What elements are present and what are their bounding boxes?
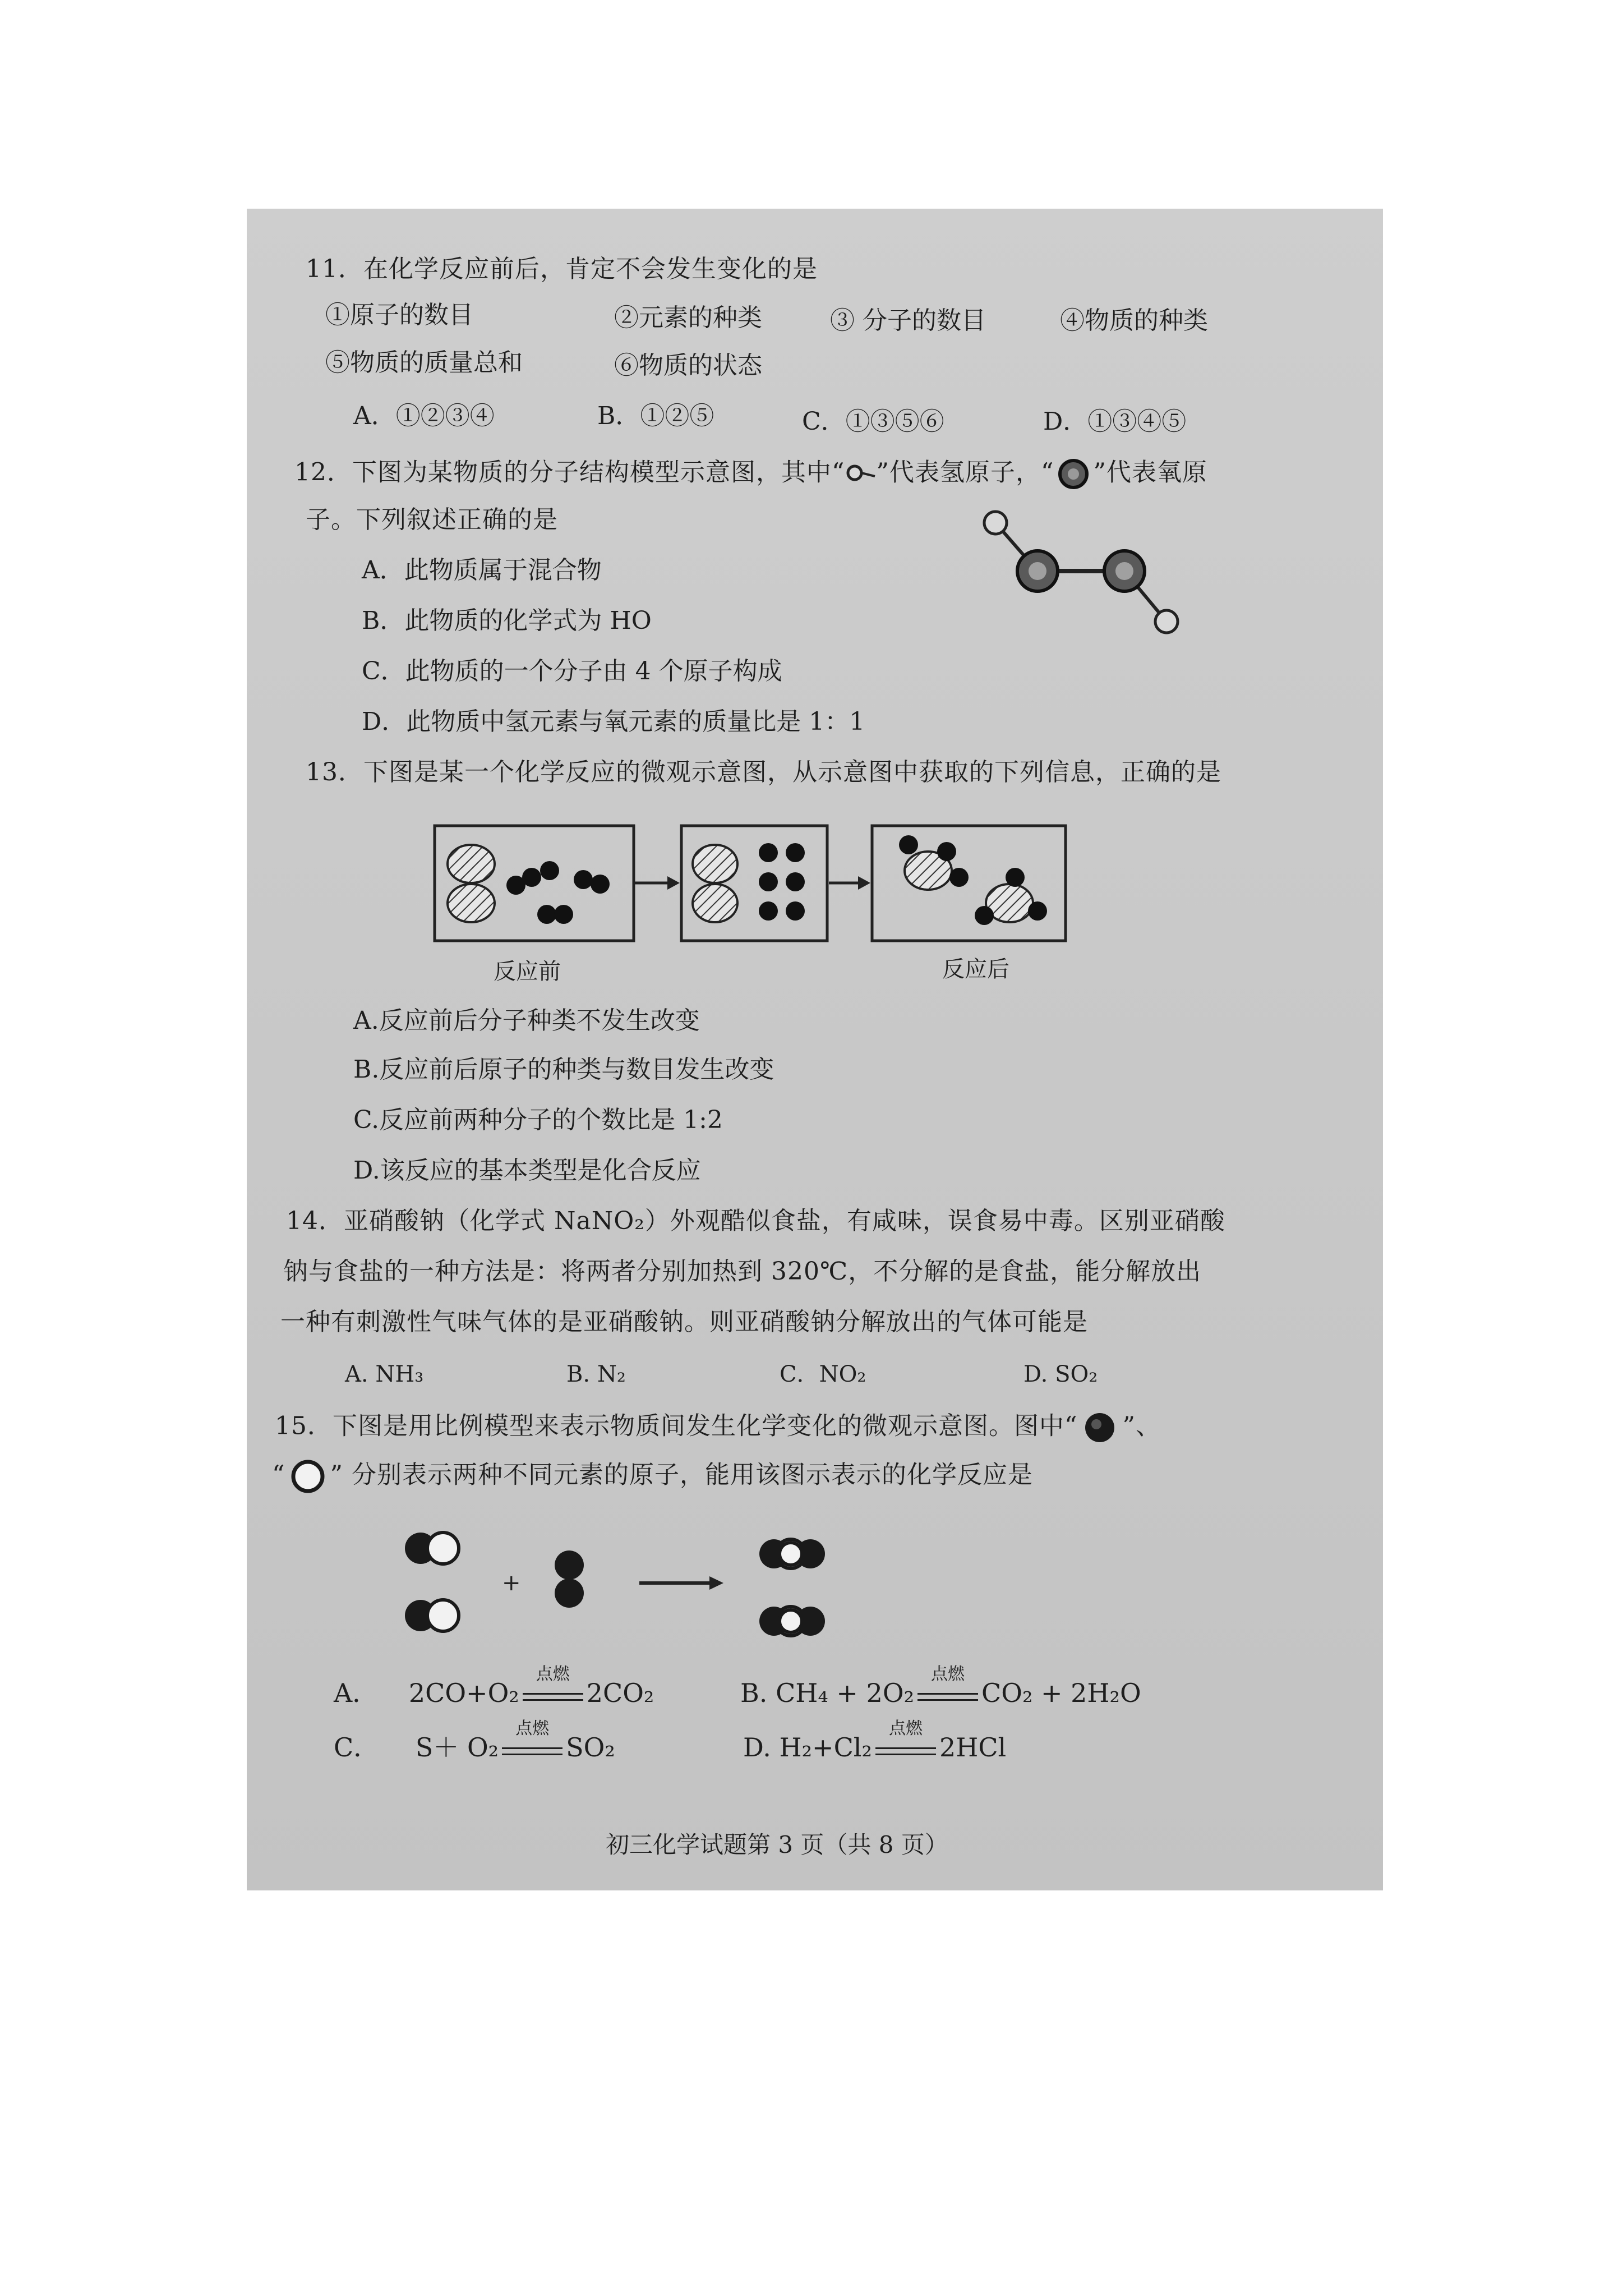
oxygen-atom-icon [1054, 457, 1093, 491]
ratio-model-diagram [387, 1515, 892, 1660]
q14-line1: 14．亚硝酸钠（化学式 NaNO₂）外观酷似食盐，有咸味，误食易中毒。区别亚硝酸 [286, 1207, 1225, 1235]
q15-option-c [334, 1719, 615, 1763]
q15-option-a [334, 1664, 654, 1708]
q15-stem-part-c: “ [272, 1460, 285, 1489]
q15-option-a-left: 2CO+O₂ [408, 1678, 519, 1708]
reactant-molecule-2 [555, 1550, 584, 1608]
q11-item-4: ④物质的种类 [1060, 306, 1208, 335]
q11-stem: 11．在化学反应前后，肯定不会发生变化的是 [306, 255, 818, 283]
hydrogen-atom-2 [1155, 610, 1178, 633]
q15-option-b-right: CO₂ + 2H₂O [981, 1678, 1141, 1708]
q14-option-d: D. SO₂ [1023, 1361, 1098, 1387]
label-after: 反应后 [942, 956, 1009, 982]
q14-line2: 钠与食盐的一种方法是：将两者分别加热到 320℃，不分解的是食盐，能分解放出 [283, 1257, 1202, 1286]
hydrogen-atom-icon [845, 462, 876, 486]
q11-item-6: ⑥物质的状态 [614, 351, 762, 380]
q12-option-b: B．此物质的化学式为 HO [362, 606, 652, 635]
q15-option-a-label: A． [334, 1678, 379, 1708]
reaction-condition-label: 点燃 [515, 1719, 550, 1738]
reactant-molecules-1 [405, 1533, 459, 1631]
q15-option-b-left: CH₄ + 2O₂ [776, 1678, 915, 1708]
q15-stem-part-b: ”、 [1122, 1411, 1161, 1441]
intermediate-box [681, 826, 827, 941]
q13-option-b: B.反应前后原子的种类与数目发生改变 [353, 1055, 774, 1084]
q13-option-d: D.该反应的基本类型是化合反应 [353, 1156, 701, 1185]
reaction-condition [499, 1719, 566, 1759]
q11-option-b: B．①②⑤ [597, 402, 714, 430]
q15-stem-line1 [275, 1411, 1161, 1444]
q11-item-1: ①原子的数目 [325, 301, 473, 329]
q12-option-c: C．此物质的一个分子由 4 个原子构成 [362, 657, 782, 685]
reaction-condition-label: 点燃 [931, 1664, 965, 1684]
q14-option-c: C．NO₂ [780, 1361, 866, 1387]
q15-option-d-label: D. [743, 1732, 771, 1763]
q13-option-c: C.反应前两种分子的个数比是 1:2 [353, 1106, 723, 1134]
q15-stem-line2 [272, 1458, 1033, 1494]
q11-option-a: A．①②③④ [353, 402, 495, 430]
q15-option-c-left: S＋ O₂ [415, 1732, 499, 1763]
h2o2-molecule-model [965, 505, 1200, 651]
q12-stem-part-c: ”代表氧原 [1093, 458, 1207, 487]
q11-item-2: ②元素的种类 [614, 303, 762, 332]
q15-option-a-right: 2CO₂ [586, 1678, 654, 1708]
product-molecules [759, 1539, 825, 1636]
q15-option-c-label: C． [334, 1732, 380, 1763]
q14-line3: 一种有刺激性气味气体的是亚硝酸钠。则亚硝酸钠分解放出的气体可能是 [280, 1308, 1088, 1336]
q15-option-d-right: 2HCl [939, 1732, 1007, 1763]
hydrogen-atom-1 [984, 512, 1007, 534]
label-before: 反应前 [494, 959, 561, 984]
q15-option-b-label: B. [740, 1678, 768, 1708]
q12-option-d: D．此物质中氢元素与氧元素的质量比是 1：1 [362, 707, 865, 736]
q12-stem-part-b: ”代表氢原子，“ [876, 458, 1054, 487]
q15-stem-part-d: ” 分别表示两种不同元素的原子，能用该图示表示的化学反应是 [330, 1460, 1033, 1489]
q11-item-3: ③ 分子的数目 [830, 306, 986, 335]
svg-text:+: + [502, 1570, 521, 1596]
dark-atom-icon [1077, 1411, 1122, 1444]
q13-option-a: A.反应前后分子种类不发生改变 [353, 1006, 700, 1035]
page-footer: 初三化学试题第 3 页（共 8 页） [606, 1831, 948, 1858]
reaction-condition [872, 1719, 939, 1759]
q11-option-d: D．①③④⑤ [1043, 407, 1187, 436]
q12-option-a: A．此物质属于混合物 [362, 556, 602, 585]
reaction-condition [914, 1664, 981, 1704]
q12-stem-line1 [294, 457, 1207, 491]
q15-option-b [740, 1664, 1141, 1708]
q15-stem-part-a: 15．下图是用比例模型来表示物质间发生化学变化的微观示意图。图中“ [275, 1411, 1078, 1441]
q14-option-a: A. NH₃ [345, 1361, 424, 1387]
q15-option-d [743, 1719, 1007, 1763]
reaction-condition-label: 点燃 [536, 1664, 570, 1684]
q13-stem: 13．下图是某一个化学反应的微观示意图，从示意图中获取的下列信息，正确的是 [306, 758, 1221, 786]
q14-option-b: B. N₂ [566, 1361, 626, 1387]
reaction-condition [519, 1664, 587, 1704]
q15-option-c-right: SO₂ [566, 1732, 615, 1763]
light-atom-icon [285, 1458, 330, 1494]
q12-stem-line2: 子。下列叙述正确的是 [306, 505, 558, 534]
reaction-condition-label: 点燃 [888, 1719, 923, 1738]
q11-item-5: ⑤物质的质量总和 [325, 348, 523, 377]
q11-option-c: C．①③⑤⑥ [802, 407, 944, 436]
q15-option-d-left: H₂+Cl₂ [779, 1732, 872, 1763]
q12-stem-part-a: 12．下图为某物质的分子结构模型示意图，其中“ [294, 458, 845, 487]
